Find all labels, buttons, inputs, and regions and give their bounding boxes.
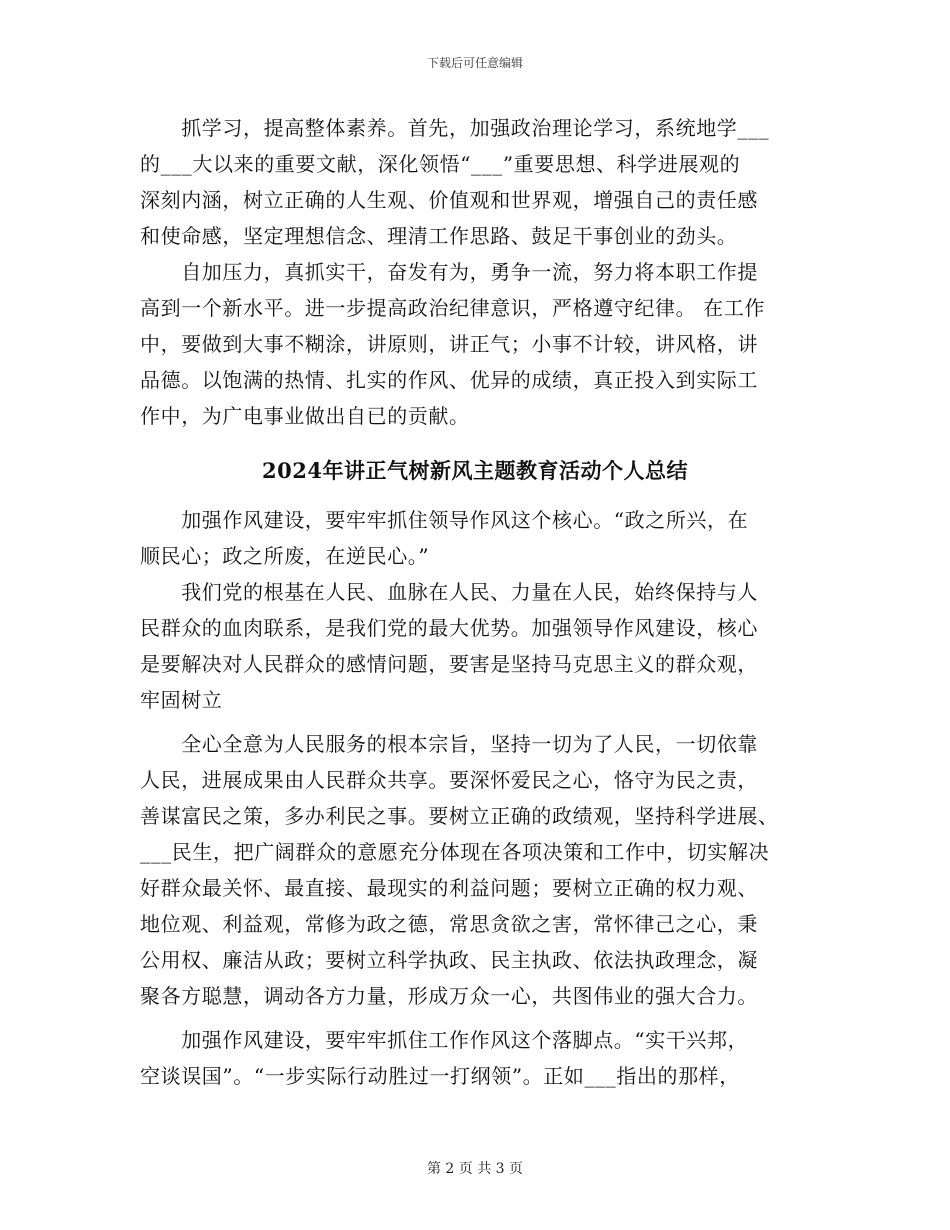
text-line: 中，要做到大事不糊涂，讲原则，讲正气；小事不计较，讲风格，讲 [140,332,758,356]
text-line: ___民生，把广阔群众的意愿充分体现在各项决策和工作中，切实解决 [140,840,770,864]
text-line: 民群众的血肉联系，是我们党的最大优势。加强领导作风建设，核心 [140,616,758,640]
page-footer: 第 2 页 共 3 页 [426,1161,524,1177]
text-line: 好群众最关怀、最直接、最现实的利益问题；要树立正确的权力观、 [140,876,758,900]
text-line: 高到一个新水平。进一步提高政治纪律意识，严格遵守纪律。 在工作 [140,296,765,320]
text-line: 公用权、廉洁从政；要树立科学执政、民主执政、依法执政理念，凝 [140,948,758,972]
text-line: 全心全意为人民服务的根本宗旨，坚持一切为了人民，一切依靠 [140,732,758,756]
text-line: 空谈误国”。“一步实际行动胜过一打纲领”。正如___指出的那样， [140,1064,740,1088]
text-line: 和使命感，坚定理想信念、理清工作思路、鼓足干事创业的劲头。 [140,224,738,248]
section-title: 2024年讲正气树新风主题教育活动个人总结 [262,458,688,483]
text-line: 的___大以来的重要文献，深化领悟“___”重要思想、科学进展观的 [140,152,741,176]
text-line: 加强作风建设，要牢牢抓住工作作风这个落脚点。“实干兴邦， [140,1028,749,1052]
text-line: 加强作风建设，要牢牢抓住领导作风这个核心。“政之所兴，在 [140,508,749,532]
text-line: 品德。以饱满的热情、扎实的作风、优异的成绩，真正投入到实际工 [140,368,758,392]
text-line: 抓学习，提高整体素养。首先，加强政治理论学习，系统地学___ [140,116,770,140]
page-header: 下载后可任意编辑 [426,56,523,70]
text-line: 是要解决对人民群众的感情问题，要害是坚持马克思主义的群众观， [140,652,758,676]
text-line: 顺民心；政之所废，在逆民心。” [140,544,430,568]
text-line: 牢固树立 [140,688,223,712]
text-line: 自加压力，真抓实干，奋发有为，勇争一流，努力将本职工作提 [140,260,758,284]
text-line: 人民，进展成果由人民群众共享。要深怀爱民之心，恪守为民之责， [140,768,758,792]
text-line: 深刻内涵，树立正确的人生观、价值观和世界观，增强自己的责任感 [140,188,758,212]
text-line: 聚各方聪慧，调动各方力量，形成万众一心，共图伟业的强大合力。 [140,984,758,1008]
text-line: 我们党的根基在人民、血脉在人民、力量在人民，始终保持与人 [140,580,758,604]
text-line: 善谋富民之策，多办利民之事。要树立正确的政绩观，坚持科学进展、 [140,804,779,828]
text-line: 作中，为广电事业做出自已的贡献。 [140,404,470,428]
text-line: 地位观、利益观，常修为政之德，常思贪欲之害，常怀律己之心，秉 [140,912,758,936]
